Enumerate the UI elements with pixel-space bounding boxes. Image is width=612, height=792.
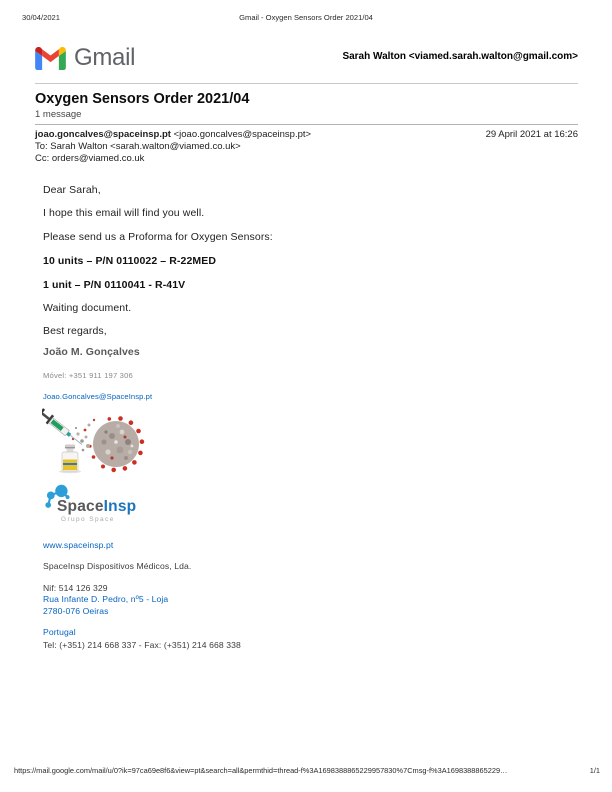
print-title: Gmail - Oxygen Sensors Order 2021/04 (239, 13, 373, 22)
body-line: Waiting document. (43, 302, 132, 314)
divider (35, 83, 578, 84)
gmail-wordmark: Gmail (74, 44, 136, 71)
email-subject: Oxygen Sensors Order 2021/04 (35, 91, 250, 107)
from-address: <joao.goncalves@spaceinsp.pt> (173, 129, 312, 140)
gmail-m-icon (35, 47, 66, 70)
sender-email-link[interactable]: Joao.Goncalves@SpaceInsp.pt (43, 392, 153, 401)
from-name: joao.goncalves@spaceinsp.pt (35, 129, 171, 140)
spaceinsp-word-space: Space (57, 498, 104, 515)
spaceinsp-word-insp: Insp (103, 498, 137, 515)
print-footer-url: https://mail.google.com/mail/u/0?ik=97ca69e8f6&view=pt&search=all&permthid=thread-f%3A1698388865229957830%7Cmsg-f%3A1698388865229… (14, 766, 508, 775)
message-count: 1 message (35, 109, 82, 120)
print-page-number: 1/1 (589, 766, 600, 775)
body-greeting: Dear Sarah, (43, 184, 101, 196)
syringe-virus-image (42, 408, 152, 474)
divider (35, 124, 578, 125)
company-address-city: 2780-076 Oeiras (43, 606, 109, 616)
website-link[interactable]: www.spaceinsp.pt (43, 540, 114, 550)
order-item-1: 10 units – P/N 0110022 – R-22MED (43, 255, 217, 267)
company-name: SpaceInsp Dispositivos Médicos, Lda. (43, 561, 192, 571)
company-country: Portugal (43, 627, 76, 637)
print-date: 30/04/2021 (22, 13, 61, 22)
body-closing: Best regards, (43, 325, 107, 337)
company-tel-fax: Tel: (+351) 214 668 337 - Fax: (+351) 214 668 338 (43, 640, 241, 650)
message-date: 29 April 2021 at 16:26 (485, 129, 578, 140)
order-item-2: 1 unit – P/N 0110041 - R-41V (43, 279, 186, 291)
body-line: Please send us a Proforma for Oxygen Sensors: (43, 231, 273, 243)
sender-mobile: Móvel: +351 911 197 306 (43, 371, 133, 380)
spaceinsp-logo (42, 483, 142, 531)
cc-line: Cc: orders@viamed.co.uk (35, 153, 145, 164)
body-line: I hope this email will find you well. (43, 207, 205, 219)
company-nif: Nif: 514 126 329 (43, 583, 108, 593)
company-address-street: Rua Infante D. Pedro, nº5 - Loja (43, 594, 169, 604)
account-owner: Sarah Walton <viamed.sarah.walton@gmail.com> (342, 51, 578, 62)
sender-name: João M. Gonçalves (43, 346, 140, 358)
from-line (35, 129, 311, 140)
spaceinsp-tagline: Grupo Space (61, 516, 115, 523)
to-line: To: Sarah Walton <sarah.walton@viamed.co.uk> (35, 141, 241, 152)
spaceinsp-wordmark (57, 498, 136, 516)
gmail-logo (35, 44, 135, 72)
